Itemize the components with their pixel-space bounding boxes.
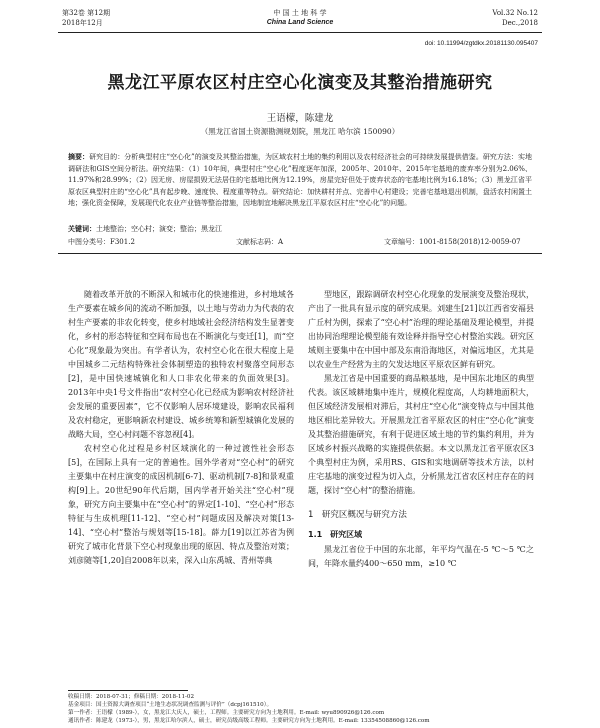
journal-cn: 中 国 土 地 科 学 [273,9,327,17]
body-right-column [308,288,534,571]
clc-number: 中图分类号：F301.2 [68,238,135,246]
volume-en: Vol.32 No.12 [492,9,538,17]
header-rule [58,32,542,33]
abstract-label: 摘要： [68,153,90,161]
first-author-info: 第一作者：王语檬（1989-），女，黑龙江大庆人，硕士，工程师。主要研究方向为土地利用。E-mail: wyu890926@126.com [68,710,385,716]
subsection-heading: 1.1 研究区域 [308,530,363,539]
corresponding-author-info: 通讯作者：陈建龙（1973-），男，黑龙江哈尔滨人，硕士，研究员级高级工程师。主要研究方向为土地利用。E-mail: 13354508860@126.com [68,718,430,724]
paragraph: 黑龙江省是中国重要的商品粮基地，是中国东北地区的典型代表。该区域耕地集中连片，规模化程度高，人均耕地面积大，但区域经济发展相对滞后，其村庄“空心化”演变特点与中国其他地区相比差异较大。开展黑龙江省平原农区的村庄“空心化”演变及其整治措施研究，有利于促进区域土地的节约集约利用，并为区域乡村振兴战略的实施提供依据。本文以黑龙江省平原农区3个典型村庄为例，采用RS、GIS和实地调研等技术方法，以村庄宅基地的演变过程为切入点，分析黑龙江省农区村庄存在的问题，探讨“空心村”的整治措施。 [308,374,534,495]
doi[interactable]: doi: 10.11994/zgtdkx.20181130.095407 [424,40,538,47]
volume-cn: 第32卷 第12期 [62,9,111,17]
abstract [68,152,532,210]
paragraph: 黑龙江省位于中国的东北部，年平均气温在-5 ℃～5 ℃之间，年降水量约400～650 mm，≥10 ℃ [308,545,534,568]
keywords [68,224,532,235]
header-right [492,8,538,28]
fund-info: 基金项目：国土资源大调查项目“土地生态状况调查监测与评价”（dcpj161510）。 [68,702,273,708]
abstract-separator [58,253,542,254]
body-left-column [68,288,294,568]
paragraph: 型地区，跟踪调研农村空心化现象的发展演变及整治现状，产出了一批具有显示度的研究成果。刘建生[21]以江西省安福县广丘村为例，探索了“空心村”治理的理论基础及理论模型，并提出协同治理理论模型能有效诠释并指导空心村整治实践。研究区域则主要集中在中国中部及东南沿海地区，对偏远地区，尤其是以农业生产经营为主的欠发达地区平原农区鲜有研究。 [308,290,534,369]
date-en: Dec.,2018 [502,19,538,27]
section-heading: 1 研究区概况与研究方法 [308,510,407,520]
running-header [0,0,600,36]
keywords-label: 关键词： [68,225,96,233]
article-number: 文章编号：1001-8158(2018)12-0059-07 [384,238,521,246]
abstract-text: 研究目的：分析典型村庄“空心化”的演变及其整治措施，为区域农村土地的集约利用以及农村经济社会的可持续发展提供借鉴。研究方法：实地调研法和GIS空间分析法。研究结果：（1）10年间，典型村庄“空心化”程度逐年加深，2005年、2010年、2015年宅基地的废弃率分别为2.06%、11.97%和28.99%；（2）因无房、房屋损毁无法居住的宅基地比例为12.19%，房屋完好但处于废弃状态的宅基地比例为16.18%；（3）黑龙江省平原农区典型村庄的“空心化”具有起步晚、速度快、程度重等特点。研究结论：加快耕村并点、完善中心村建设；完善宅基地退出机制，盘活农村闲置土地；强化资金保障，发展现代化农业产业链等整治措施，因地制宜地解决黑龙江平原农区村庄“空心化”的问题。 [68,153,533,208]
footnotes [68,693,538,725]
received-date: 收稿日期：2018-07-31；修稿日期：2018-11-02 [68,694,195,700]
paragraph: 农村空心化过程是乡村区域演化的一种过渡性社会形态[5]，在国际上具有一定的普遍性。国外学者对“空心村”的研究主要集中在村庄演变的成因机制[6-7]、驱动机制[7-8]和景观重构[9]上。20世纪90年代后期，国内学者开始关注“空心村”现象，研究方向主要集中在“空心村”的界定[1-10]、“空心村”形态特征与生成机理[11-12]、“空心村”问题成因及解决对策[13-14]、“空心村”整治与规划等[15-18]。薛力[19]以江苏省为例研究了城市化背景下空心村现象出现的原因、特点及整治对策；刘彦随等[1,20]自2008年以来，深入山东禹城、青州等典 [68,444,294,565]
keywords-text: 土地整治；空心村；演变；整治；黑龙江 [96,225,222,233]
authors: 王语檬，陈建龙 [266,113,334,124]
date-cn: 2018年12月 [62,19,103,27]
footnote-rule [68,690,188,691]
document-code: 文献标志码：A [236,238,284,246]
journal-en: China Land Science [266,19,334,26]
affiliation: （黑龙江省国土资源勘测规划院，黑龙江 哈尔滨 150090） [200,127,400,136]
paragraph: 随着改革开放的不断深入和城市化的快速推进，乡村地域各生产要素在城乡间的流动不断加强，以土地与劳动力为代表的农村生产要素的非农化转变，使乡村地域社会经济结构发生显著变化，乡村的形态特征和空间布局也在不断演化与变迁[1]，而“空心化”现象最为突出。有学者认为，农村空心化在很大程度上是中国城乡二元结构特殊社会体制塑造的独特农村聚落空间形态[2]，是中国快速城镇化和人口非农化带来的负面效果[3]。2013年中央1号文件指出“农村空心化已经成为影响农村经济社会发展的重要因素”，它不仅影响人居环境建设，影响农民福利及农村稳定，更影响新农村建设、城乡统筹和新型城镇化发展的战略大局，空心村问题不容忽视[4]。 [68,290,294,439]
paper-title: 黑龙江平原农区村庄空心化演变及其整治措施研究 [107,73,493,93]
